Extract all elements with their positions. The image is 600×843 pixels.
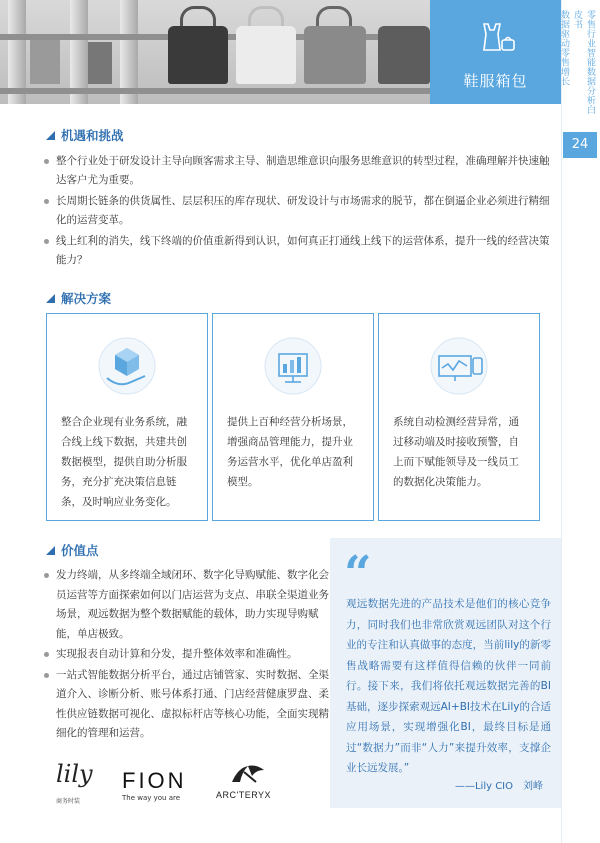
data-cube-hand-icon: [97, 336, 157, 396]
card-text: 系统自动检测经营异常，通过移动端及时接收预警，自上而下赋能领导及一线员工的数据化决策能力。: [393, 416, 519, 488]
value-list: [40, 566, 330, 745]
list-item: 长周期长链条的供货属性、层层积压的库存现状、研发设计与市场需求的脱节，都在倒逼企业必须进行精细化的运营变革。: [40, 192, 550, 230]
triangle-icon: [46, 546, 55, 555]
client-logos: [56, 760, 296, 810]
triangle-icon: [46, 294, 55, 303]
fion-logo-mark: FION: [122, 768, 187, 793]
arcteryx-logo-mark: ARC'TERYX: [216, 790, 272, 800]
side-strip: [561, 0, 600, 843]
solution-card: [46, 313, 208, 521]
clothing-bag-icon: [476, 20, 516, 60]
section-title: 价值点: [61, 543, 99, 558]
hero-photo: [0, 0, 430, 104]
list-item: 发力终端，从多终端全域闭环、数字化导购赋能、数字化会员运营等方面探索如何以门店运营为支点、串联全渠道业务场景，观远数据为整个数据赋能的载体，助力实现导购赋能，单店极致。: [40, 566, 330, 644]
arcteryx-bird-icon: [228, 760, 268, 786]
card-text: 整合企业现有业务系统，融合线上线下数据，共建共创数据模型，提供自助分析服务，充分扩充决策信息链条，及时响应业务变化。: [61, 416, 187, 508]
opportunities-list: [40, 152, 550, 272]
triangle-icon: [46, 131, 55, 140]
section-title: 解决方案: [61, 291, 112, 306]
list-item: 一站式智能数据分析平台，通过店铺管家、实时数据、全渠道介入、诊断分析、账号体系打通、门店经营健康罗盘、柔性供应链数据可视化、虚拟标杆店等核心功能，全面实现精细化的管理和运营。: [40, 666, 330, 744]
solution-card: [378, 313, 540, 521]
section-heading-solutions: [46, 289, 111, 307]
fion-logo-caption: The way you are: [122, 794, 181, 802]
lily-logo-caption: 商务时装: [56, 798, 81, 805]
solution-card: [212, 313, 374, 521]
quote-box: [330, 538, 561, 808]
card-text: 提供上百种经营分析场景，增强商品管理能力，提升业务运营水平，优化单店盈利模型。: [227, 416, 353, 488]
page-number: 24: [563, 132, 597, 158]
lily-logo: [56, 760, 106, 805]
quote-text: 观远数据先进的产品技术是他们的核心竞争力，同时我们也非常欣赏观远团队对这个行业的专注和认真做事的态度，当前lily的新零售战略需要有这样值得信赖的伙伴一同前行。接下来，我们将依托观远数据完善的BI基础，逐步探索观远AI+BI技术在Lily的合适应用场景，实现增强化BI，最终目标是通过“数据力”而非“人力”来提升效率，支撑企业长远发展。”: [346, 598, 551, 774]
side-title-sub: 数据驱动零售增长: [559, 10, 569, 86]
side-title: [559, 10, 596, 120]
quote-mark-icon: “: [344, 546, 372, 602]
list-item: 整个行业处于研发设计主导向顾客需求主导、制造思维意识向服务思维意识的转型过程，准确理解并快速触达客户尤为重要。: [40, 152, 550, 190]
fion-logo: [122, 770, 202, 802]
monitor-mobile-icon: [429, 336, 489, 396]
section-heading-value: [46, 541, 99, 559]
section-title: 机遇和挑战: [61, 128, 124, 143]
analysis-board-icon: [263, 336, 323, 396]
list-item: 线上红利的消失，线下终端的价值重新得到认识，如何真正打通线上线下的运营体系，提升一线的经营决策能力？: [40, 232, 550, 270]
arcteryx-logo: [216, 760, 296, 800]
category-label: 鞋服箱包: [463, 72, 528, 90]
side-title-main: 零售行业智能数据分析白皮书: [572, 10, 595, 115]
section-heading-opportunities: [46, 126, 124, 144]
lily-logo-mark: lily: [56, 760, 93, 788]
category-tile: [430, 0, 561, 104]
list-item: 实现报表自动计算和分发，提升整体效率和准确性。: [40, 645, 330, 665]
quote-author: ——Lily CIO 刘峰: [454, 781, 543, 792]
